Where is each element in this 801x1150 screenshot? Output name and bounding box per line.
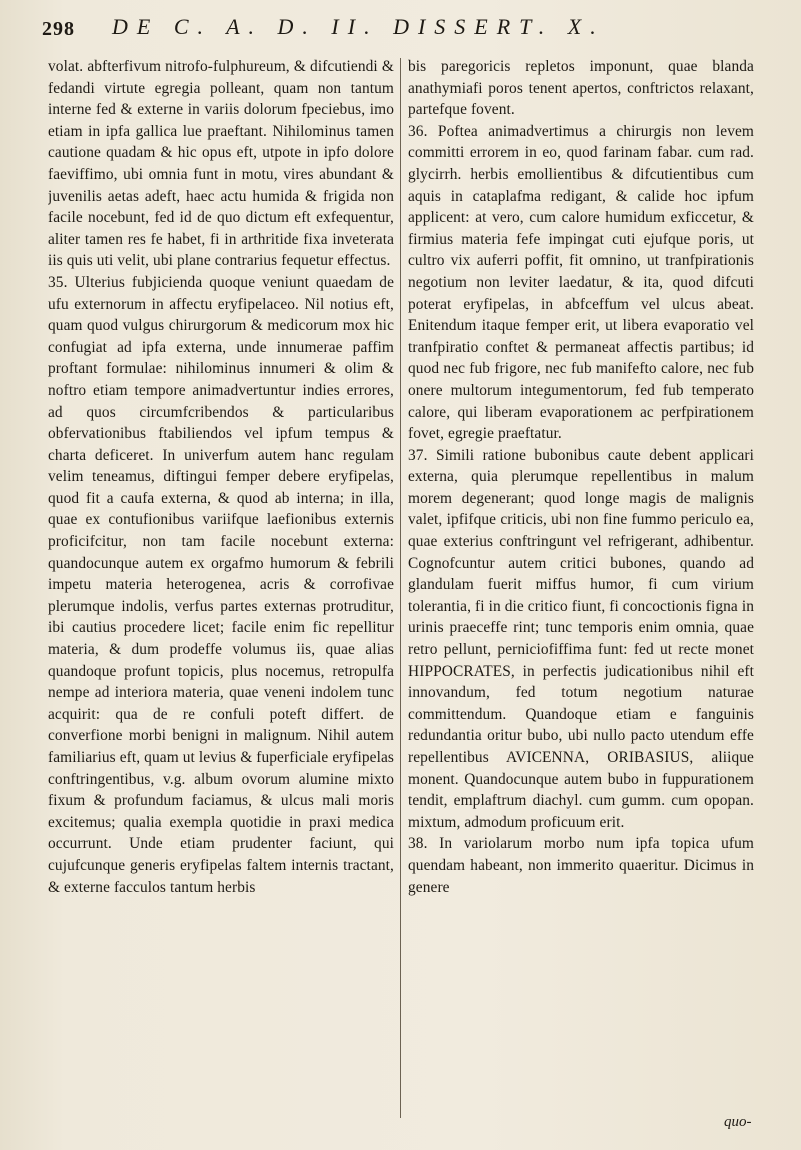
catchword: quo- (724, 1114, 752, 1130)
left-column (48, 56, 394, 1136)
left-column-text: volat. abfterfivum nitrofo-fulphureum, & difcutiendi & fedandi virtute egregia polleant, quam non tantum interne fed & externe in variis dolorum fpeciebus, imo etiam in ipfa gallica lue praeftant. Nihilominus tamen cautione quadam & hic opus eft, utpote in ipfo dolore faeviffimo, ubi omnia funt in motu, vires abundant & juvenilis aetas adeft, haec actu humida & frigida non facile nocebunt, fed id de quo dictum eft exfequentur, aliter tamen res fe habet, fi in arthritide fixa inveterata iis quis uti velit, ubi plane contrarius fequetur effectus. 35. Ulterius fubjicienda quoque veniunt quaedam de ufu externorum in affectu eryfipelaceo. Nil notius eft, quam quod vulgus chirurgorum & medicorum mox hic confugiat ad ipfa externa, unde innumerae paffim proftant formulae: nihilominus innumeri & olim & noftro etiam tempore animadvertuntur indies errores, ad quos circumfcribendos & particularibus obfervationibus ftabiliendos vel ipfum tempus & charta deficeret. In univerfum autem hanc regulam velim teneamus, diftingui femper debere eryfipelas, quod fit a caufa externa, & quod ab interna; in illa, quae ex contufionibus variifque laefionibus externis proficifcitur, non tam facile nocebunt externa: quandocunque autem ex orgafmo humorum & febrili impetu materia heterogenea, acris & corrofivae plerumque indolis, verfus partes externas protruditur, ibi cautius procedere licet; facile enim fic repellitur materia, & dum prodeffe volumus iis, quae alias quandoque profunt topicis, plus nocemus, retropulfa nempe ad interiora materia, quae veneni indolem tunc acquirit: qua de re confuli poteft differt. de converfione morbi benigni in malignum. Nihil autem familiarius eft, quam ut levius & fuperficiale eryfipelas conftringentibus, v.g. album ovorum alumine mixto fixum & profundum faciamus, & ulcus mali moris excitemus; qualia exempla quotidie in praxi medica occurrunt. Unde etiam prudenter faciunt, qui cujufcunque generis eryfipelas faltem internis tractant, & externe facculos tantum herbis (48, 58, 394, 896)
page-number: 298 (42, 18, 75, 40)
running-head: DE C. A. D. II. DISSERT. X. (112, 14, 605, 39)
right-column (408, 56, 754, 1136)
right-column-text: bis paregoricis repletos imponunt, quae blanda anathymiafi poros tenent apertos, conftrictos relaxant, partefque fovent. 36. Poftea animadvertimus a chirurgis non levem committi errorem in eo, quod farinam fabar. cum rad. glycirrh. herbis emollientibus & difcutientibus cum aquis in cataplafma redigant, & calide hoc ipfum applicent: at vero, cum calore humidum exficcetur, & firmius materia fefe impingat cuti ejufque poris, ut cultro vix auferri poffit, fit omnino, ut tranfpirationis negotium non leviter laedatur, & ita, quod difcuti poterat eryfipelas, in abfceffum vel ulcus abeat. Enitendum itaque femper erit, ut libera evaporatio vel tranfpiratio conftet & permaneat affectis partibus; id quod nec fub frigore, nec fub manifefto calore, nec fub onere multorum integumentorum, fed fub temperato calore, qui liberam evaporationem ac perfpirationem fovet, egregie praeftatur. 37. Simili ratione bubonibus caute debent applicari externa, quia plerumque repellentibus in malum morem degenerant; quod longe magis de malignis valet, ipfifque criticis, ubi non fine fummo periculo ea, quae exterius conftringunt vel refrigerant, adhibentur. Cognofcuntur autem critici bubones, quando ad glandulam fuerit miffus humor, fi cum virium tolerantia, fi in die critico fiunt, fi concoctionis figna in urinis praeceffe rint; tunc temporis enim omnia, quae retro pellunt, perniciofiffima funt: fed ut recte monet HIPPOCRATES, in perfectis judicationibus nihil eft innovandum, fed totum negotium naturae committendum. Quandoque etiam e fanguinis redundantia oritur bubo, ubi nullo pacto utendum effe repellentibus AVICENNA, ORIBASIUS, aliique monent. Quandocunque autem bubo in fuppurationem tendit, emplaftrum diachyl. cum gumm. cum opopan. mixtum, admodum proficuum erit. 38. In variolarum morbo num ipfa topica ufum quendam habeant, non immerito quaeritur. Dicimus in genere (408, 58, 754, 896)
page-header (42, 10, 762, 50)
column-divider (400, 58, 401, 1118)
